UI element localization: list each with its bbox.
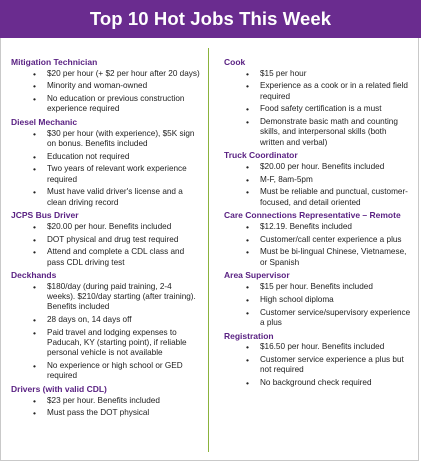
job-listing — [224, 150, 412, 208]
job-listing — [224, 57, 412, 148]
job-detail-item: • $15 per hour — [224, 69, 412, 79]
job-detail-item: • $16.50 per hour. Benefits included — [224, 342, 412, 352]
job-details — [11, 282, 201, 382]
job-detail-item: • Must be bi-lingual Chinese, Vietnamese, or Spanish — [224, 247, 412, 267]
job-title: Drivers (with valid CDL) — [11, 384, 107, 395]
job-detail-item: • Must have valid driver's license and a clean driving record — [11, 187, 201, 207]
job-detail-item: • $23 per hour. Benefits included — [11, 396, 201, 406]
job-details — [11, 222, 201, 268]
job-details — [224, 342, 412, 388]
job-detail-item: • $180/day (during paid training, 2-4 weeks). $210/day starting (after training). Benefits included — [11, 282, 201, 313]
left-column — [11, 57, 201, 421]
job-title: Care Connections Representative – Remote — [224, 210, 401, 221]
job-detail-item: • Food safety certification is a must — [224, 104, 412, 114]
job-detail-item: • $20.00 per hour. Benefits included — [11, 222, 201, 232]
job-details — [11, 129, 201, 208]
job-details — [11, 69, 201, 115]
job-title: Diesel Mechanic — [11, 117, 78, 128]
job-listing — [11, 270, 201, 381]
job-detail-item: • $20.00 per hour. Benefits included — [224, 162, 412, 172]
job-detail-item: • Customer/call center experience a plus — [224, 235, 412, 245]
page-title: Top 10 Hot Jobs This Week — [89, 8, 332, 29]
job-detail-item: • Attend and complete a CDL class and pass CDL driving test — [11, 247, 201, 267]
column-divider — [208, 48, 209, 452]
job-title: Mitigation Technician — [11, 57, 98, 67]
job-listing — [11, 57, 201, 115]
job-details — [224, 222, 412, 268]
job-detail-item: • Minority and woman-owned — [11, 81, 201, 91]
job-details — [11, 396, 201, 419]
job-listing — [224, 331, 412, 389]
job-detail-item: • Education not required — [11, 152, 201, 162]
job-title: Cook — [224, 57, 246, 67]
job-detail-item: • 28 days on, 14 days off — [11, 315, 201, 325]
job-details — [224, 69, 412, 148]
job-detail-item: • $15 per hour. Benefits included — [224, 282, 412, 292]
job-title: Registration — [224, 330, 274, 341]
job-detail-item: • No experience or high school or GED required — [11, 361, 201, 381]
job-detail-item: • High school diploma — [224, 295, 412, 305]
job-details — [224, 282, 412, 328]
job-detail-item: • No background check required — [224, 378, 412, 388]
job-detail-item: • Demonstrate basic math and counting skills, and interpersonal skills (both written and verbal) — [224, 117, 412, 148]
job-title: Deckhands — [11, 270, 57, 281]
job-listing — [11, 117, 201, 208]
page-title-banner — [0, 0, 421, 38]
job-detail-item: • DOT physical and drug test required — [11, 235, 201, 245]
right-column — [224, 57, 412, 391]
job-listing — [224, 270, 412, 328]
job-detail-item: • No education or previous construction experience required — [11, 94, 201, 114]
job-detail-item: • Two years of relevant work experience required — [11, 164, 201, 184]
job-title: Truck Coordinator — [224, 150, 298, 161]
job-listing — [11, 384, 201, 419]
job-title: JCPS Bus Driver — [11, 210, 79, 221]
job-detail-item: • Customer service/supervisory experience a plus — [224, 308, 412, 328]
job-title: Area Supervisor — [224, 270, 290, 281]
job-detail-item: • Customer service experience a plus but not required — [224, 355, 412, 375]
job-detail-item: • M-F, 8am-5pm — [224, 175, 412, 185]
job-details — [224, 162, 412, 208]
job-detail-item: • Must be reliable and punctual, customer-focused, and detail oriented — [224, 187, 412, 207]
job-listing — [11, 210, 201, 268]
job-detail-item: • $30 per hour (with experience), $5K sign on bonus. Benefits included — [11, 129, 201, 149]
job-detail-item: • Experience as a cook or in a related field required — [224, 81, 412, 101]
job-detail-item: • $12.19. Benefits included — [224, 222, 412, 232]
job-detail-item: • Must pass the DOT physical — [11, 408, 201, 418]
job-detail-item: • Paid travel and lodging expenses to Paducah, KY (starting point), if reliable personal vehicle is not available — [11, 328, 201, 359]
job-detail-item: • $20 per hour (+ $2 per hour after 20 days) — [11, 69, 201, 79]
job-listing — [224, 210, 412, 268]
